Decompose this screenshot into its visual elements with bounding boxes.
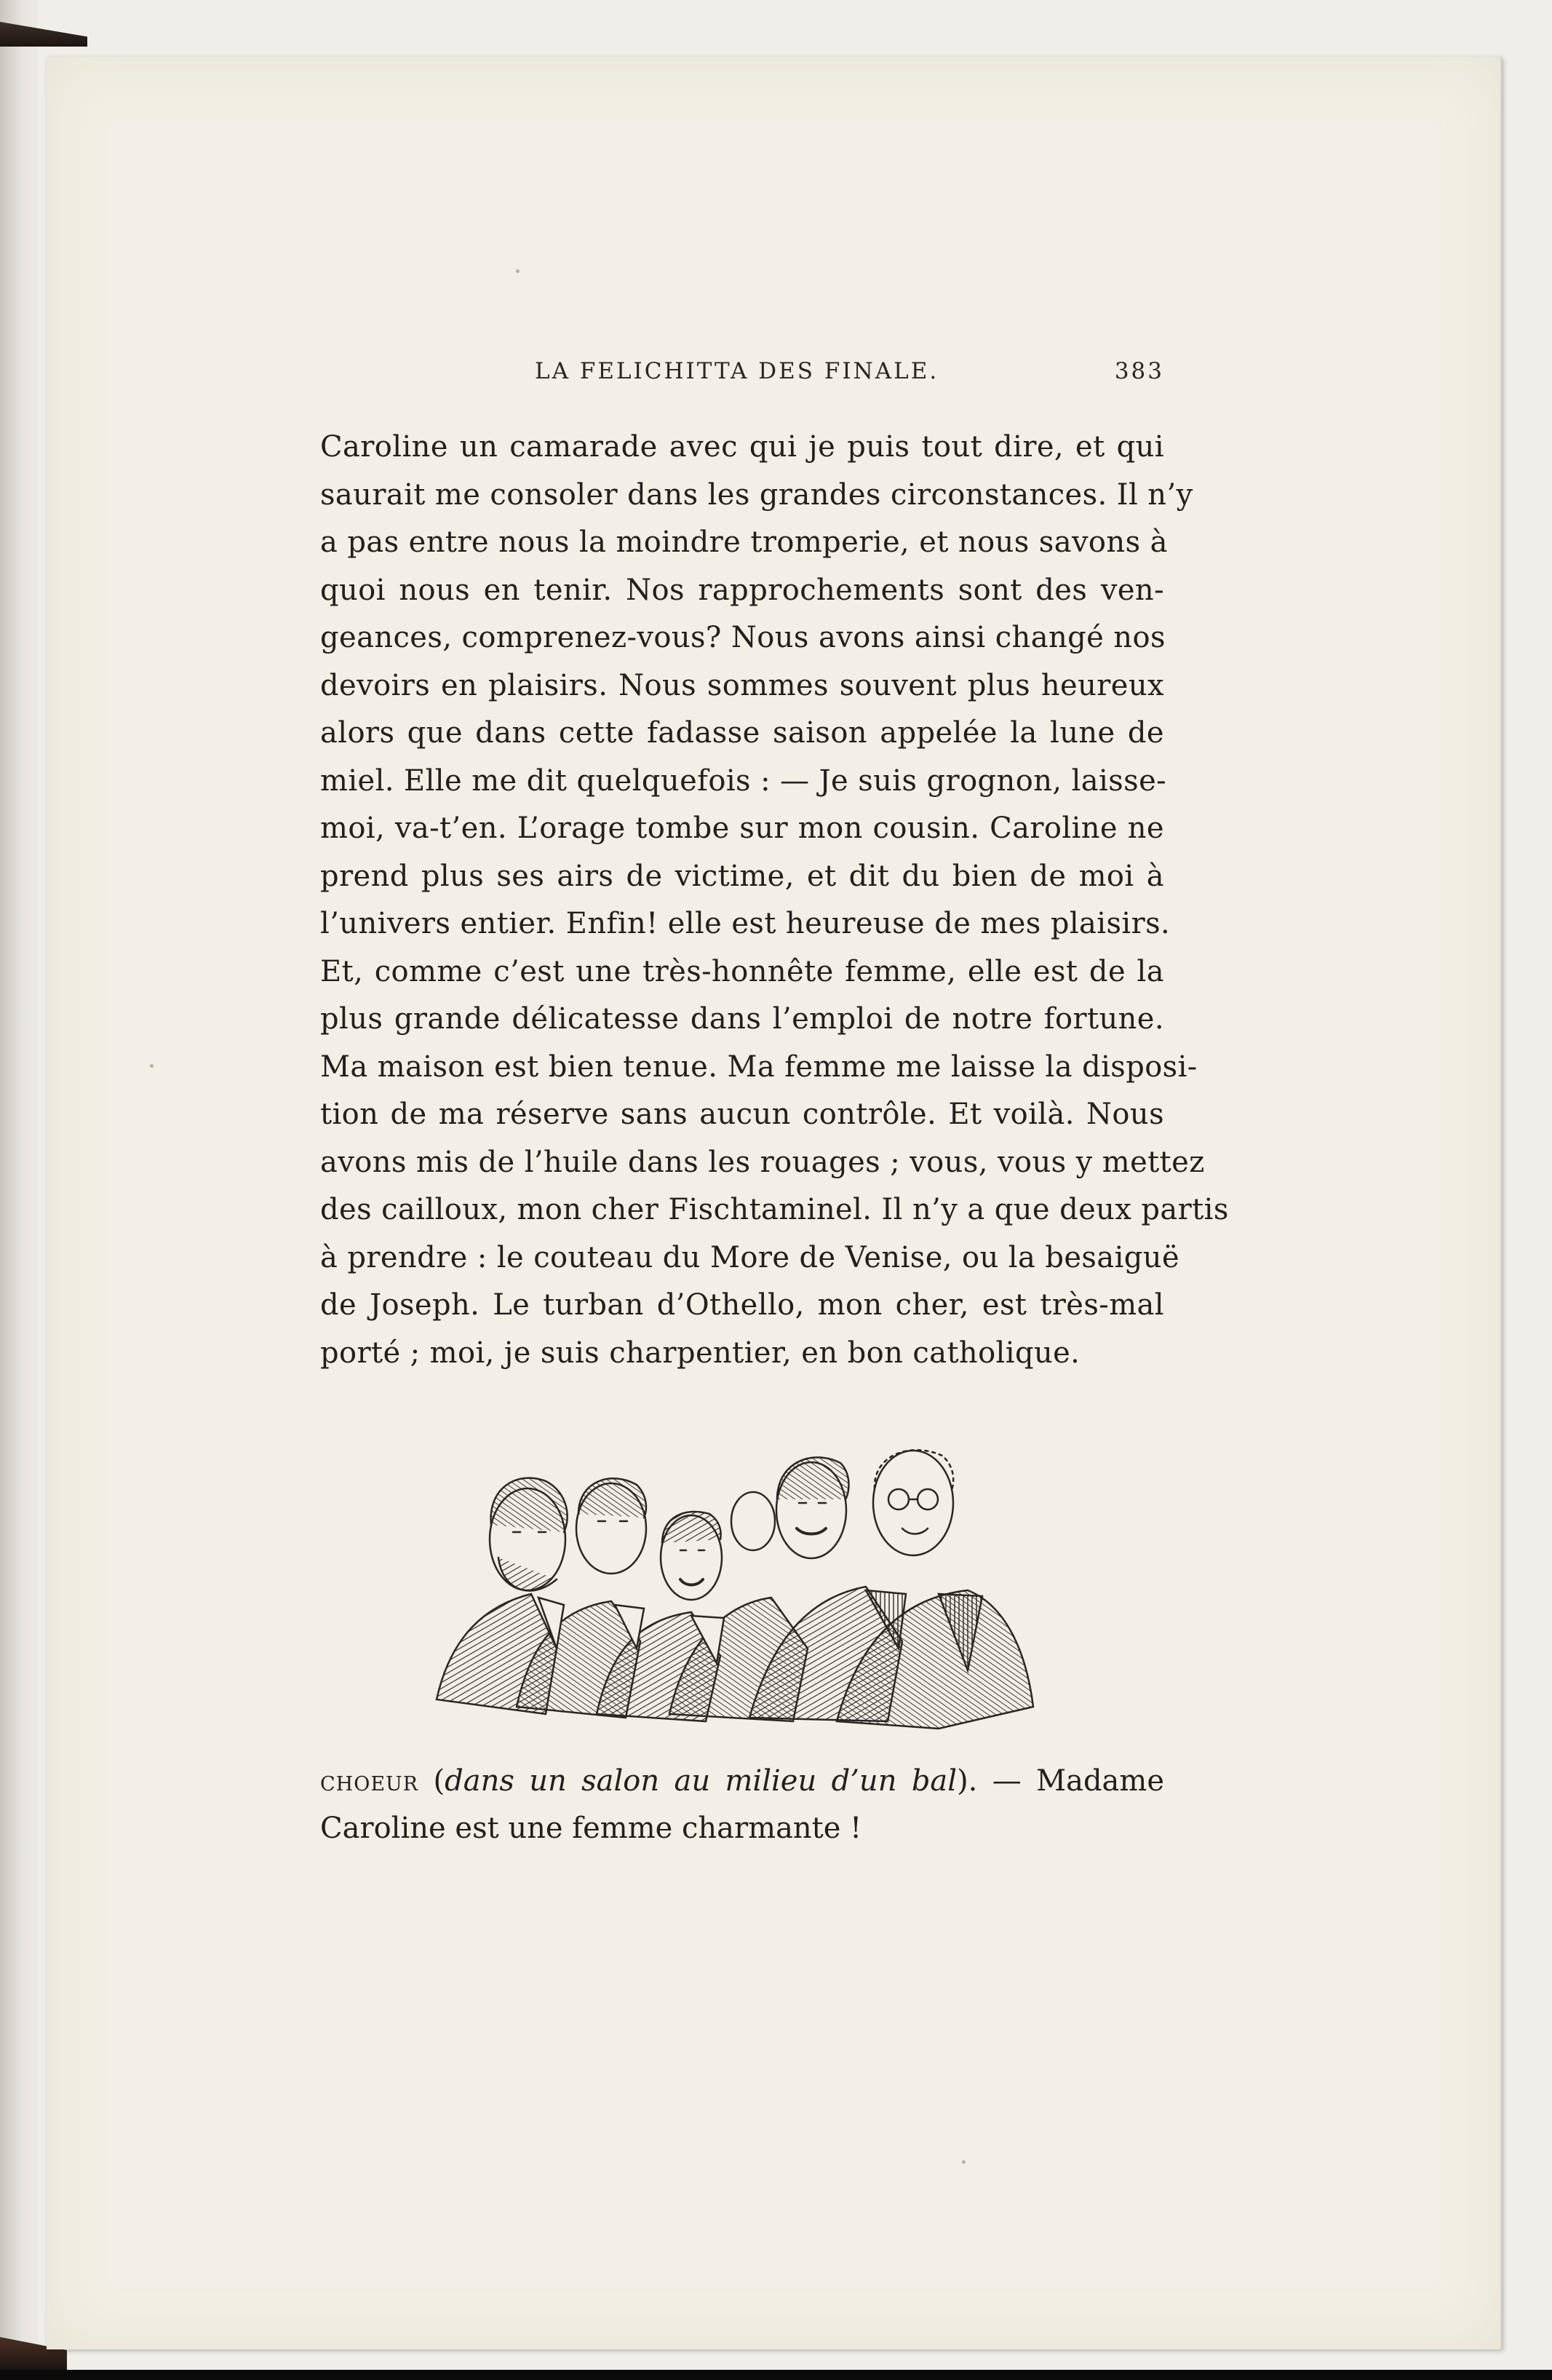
running-head	[320, 358, 1164, 394]
speaker-label: CHOEUR	[320, 1773, 419, 1796]
paper-speck	[150, 1064, 154, 1068]
text-line: l’univers entier. Enfin! elle est heureuse de mes plaisirs.	[320, 907, 1171, 940]
caption	[320, 1758, 1164, 1852]
text-line: alors que dans cette fadasse saison appelée la lune de	[320, 716, 1164, 750]
text-line: tion de ma réserve sans aucun contrôle. Et voilà. Nous	[320, 1098, 1164, 1131]
text-line: Caroline un camarade avec qui je puis tout dire, et qui	[320, 430, 1164, 464]
caption-line: Caroline est une femme charmante !	[320, 1812, 862, 1845]
book-gutter	[0, 0, 38, 2380]
text-line: quoi nous en tenir. Nos rapprochements sont des ven-	[320, 573, 1164, 607]
running-title: LA FELICHITTA DES FINALE.	[535, 358, 939, 384]
scan-bottom-edge	[0, 2370, 1552, 2380]
text-line: à prendre : le couteau du More de Venise, ou la besaiguë	[320, 1240, 1180, 1274]
open-paren: (	[433, 1764, 445, 1798]
text-line: a pas entre nous la moindre tromperie, et nous savons à	[320, 525, 1168, 559]
text-line: geances, comprenez-vous? Nous avons ainsi changé nos	[320, 621, 1166, 654]
text-line: miel. Elle me dit quelquefois : — Je suis grognon, laisse-	[320, 763, 1167, 798]
stage-direction: dans un salon au milieu d’un bal	[445, 1764, 958, 1798]
text-line: plus grande délicatesse dans l’emploi de notre fortune.	[320, 1002, 1164, 1036]
text-line: des cailloux, mon cher Fischtaminel. Il n’y a que deux partis	[320, 1193, 1229, 1226]
caption-rest: ). — Madame	[957, 1764, 1164, 1798]
text-line: Et, comme c’est une très-honnête femme, elle est de la	[320, 954, 1164, 988]
text-line: de Joseph. Le turban d’Othello, mon cher, est très-mal	[320, 1288, 1164, 1322]
page-number: 383	[1114, 358, 1164, 384]
paper-speck	[962, 2160, 966, 2164]
text-line: moi, va-t’en. L’orage tombe sur mon cousin. Caroline ne	[320, 812, 1164, 845]
text-line: Ma maison est bien tenue. Ma femme me laisse la disposi-	[320, 1050, 1198, 1084]
caption-line	[320, 1758, 1164, 1805]
group-of-gentlemen-engraving-icon	[429, 1430, 1040, 1736]
text-line: saurait me consoler dans les grandes circonstances. Il n’y	[320, 477, 1193, 512]
text-line: prend plus ses airs de victime, et dit du bien de moi à	[320, 859, 1164, 893]
paper-speck	[516, 269, 520, 273]
body-text	[320, 424, 1229, 1377]
text-line: devoirs en plaisirs. Nous sommes souvent plus heureux	[320, 668, 1164, 702]
text-line: porté ; moi, je suis charpentier, en bon catholique.	[320, 1336, 1081, 1370]
text-line: avons mis de l’huile dans les rouages ; vous, vous y mettez	[320, 1145, 1205, 1179]
